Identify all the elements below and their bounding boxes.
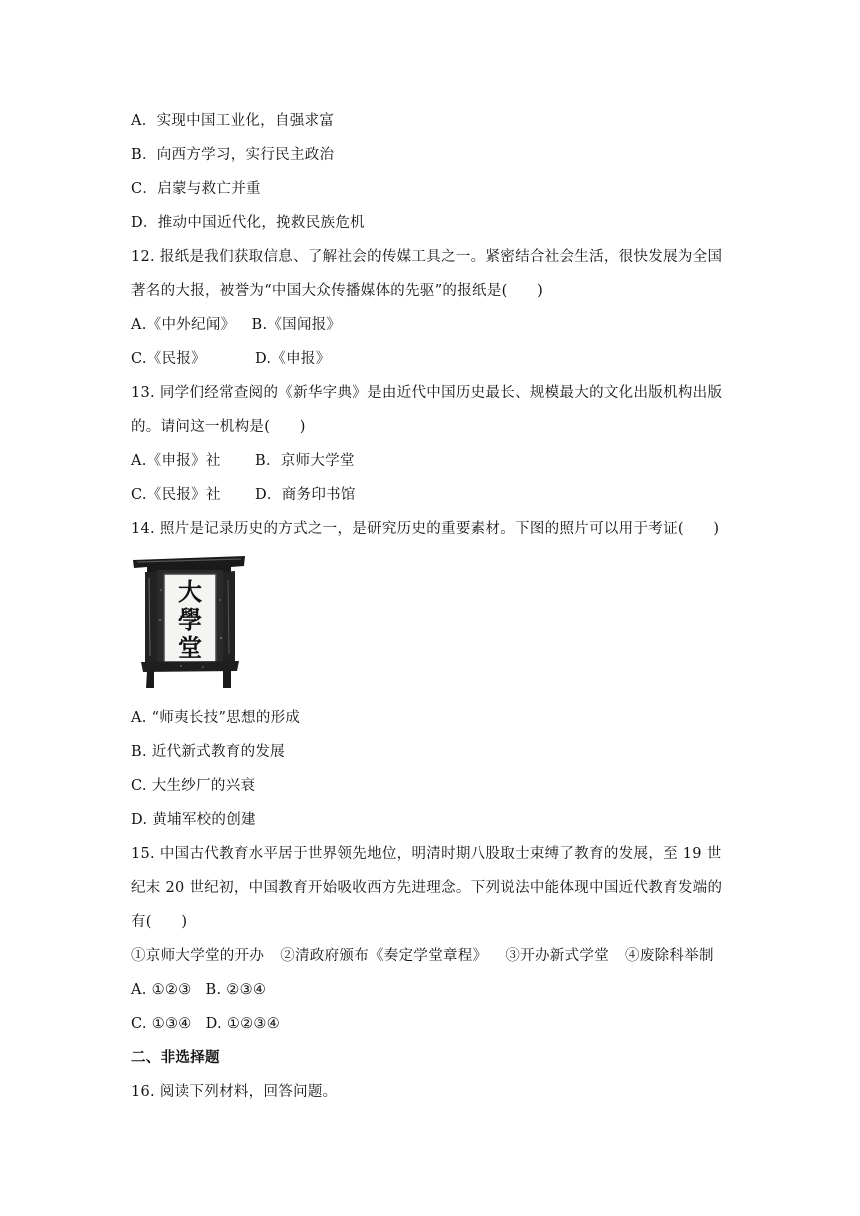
- q15-item-4: ④废除科举制: [625, 948, 714, 964]
- q15-stem-line2: 纪末 20 世纪初，中国教育开始吸收西方先进理念。下列说法中能体现中国近代教育发端的: [131, 880, 723, 896]
- q12-options-row2: [131, 349, 331, 369]
- q12-option-b: B.《国闻报》: [251, 317, 342, 333]
- q12-options-row1: [131, 315, 341, 335]
- q15-stem-line3: 有( ): [131, 914, 188, 930]
- q14-option-a: A. “师夷长技”思想的形成: [131, 710, 301, 726]
- daxuetang-plaque-photo: [131, 550, 247, 690]
- q15-items: [131, 946, 714, 966]
- q11-option-c: C．启蒙与救亡并重: [131, 181, 261, 197]
- q14-option-c: C. 大生纱厂的兴衰: [131, 778, 256, 794]
- q15-option-d: D. ①②③④: [205, 1016, 281, 1032]
- q12-option-c: C.《民报》: [131, 351, 206, 367]
- q14-option-b: B. 近代新式教育的发展: [131, 744, 285, 760]
- q15-stem-line1: 15. 中国古代教育水平居于世界领先地位，明清时期八股取士束缚了教育的发展，至 19 世: [131, 846, 722, 862]
- q11-option-b: B．向西方学习，实行民主政治: [131, 147, 335, 163]
- q15-item-2: ②清政府颁布《奏定学堂章程》: [280, 948, 488, 964]
- q15-item-3: ③开办新式学堂: [505, 948, 610, 964]
- q12-stem-line1: 12. 报纸是我们获取信息、了解社会的传媒工具之一。紧密结合社会生活，很快发展为全国: [131, 249, 723, 265]
- section-title: 二、非选择题: [131, 1049, 220, 1066]
- plaque-char-3: 堂: [178, 633, 202, 662]
- plaque-char-1: 大: [178, 577, 202, 606]
- plaque-char-2: 學: [178, 605, 202, 634]
- q13-options-row1: [131, 451, 355, 471]
- q13-option-b: B．京师大学堂: [255, 453, 355, 469]
- q13-stem-line2: 的。请问这一机构是( ): [131, 419, 306, 435]
- q11-option-a: A．实现中国工业化，自强求富: [131, 113, 335, 129]
- q12-option-a: A.《中外纪闻》: [131, 317, 236, 333]
- q14-stem: 14. 照片是记录历史的方式之一，是研究历史的重要素材。下图的照片可以用于考证( ): [131, 521, 720, 537]
- q12-stem-line2: 著名的大报，被誉为“中国大众传播媒体的先驱”的报纸是( ): [131, 283, 544, 299]
- q13-options-row2: [131, 485, 356, 505]
- q16-stem: 16. 阅读下列材料，回答问题。: [131, 1084, 338, 1100]
- q15-item-1: ①京师大学堂的开办: [131, 948, 265, 964]
- q13-option-a: A.《申报》社: [131, 453, 221, 469]
- q12-option-d: D.《申报》: [255, 351, 331, 367]
- q14-option-d: D. 黄埔军校的创建: [131, 812, 256, 828]
- q15-options-row2: [131, 1014, 280, 1034]
- q13-option-c: C.《民报》社: [131, 487, 221, 503]
- q15-option-b: B. ②③④: [205, 982, 267, 998]
- q13-stem-line1: 13. 同学们经常查阅的《新华字典》是由近代中国历史最长、规模最大的文化出版机构出版: [131, 385, 723, 401]
- q13-option-d: D．商务印书馆: [255, 487, 356, 503]
- q15-option-c: C. ①③④: [131, 1016, 192, 1032]
- q15-option-a: A. ①②③: [131, 982, 192, 998]
- q15-options-row1: [131, 980, 266, 1000]
- q11-option-d: D．推动中国近代化，挽救民族危机: [131, 215, 365, 231]
